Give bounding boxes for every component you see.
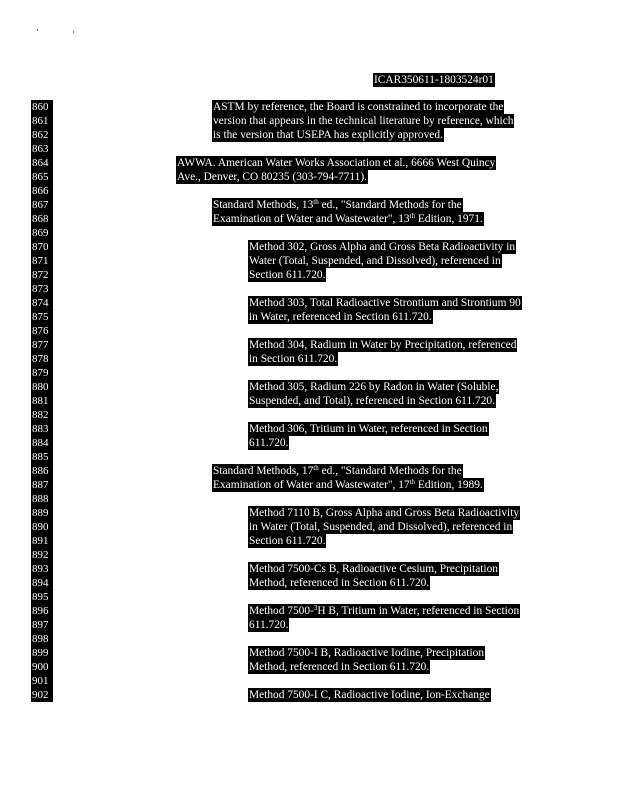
text-line: AWWA. American Water Works Association et al., 6666 West Quincy: [177, 157, 496, 169]
line-number: 901: [31, 674, 53, 688]
text-line: Method 302, Gross Alpha and Gross Beta Radioactivity in: [249, 241, 516, 253]
line-number: 861: [31, 114, 53, 128]
line-number: 891: [31, 534, 53, 548]
line-number: 890: [31, 520, 53, 534]
text-line: 611.720.: [249, 619, 289, 631]
text-line: ASTM by reference, the Board is constrained to incorporate the: [213, 101, 504, 113]
text-line: Water (Total, Suspended, and Dissolved), referenced in: [249, 255, 501, 267]
line-number: 892: [31, 548, 53, 562]
line-number: 885: [31, 450, 53, 464]
text-line: Section 611.720.: [249, 535, 326, 547]
line-number: 889: [31, 506, 53, 520]
line-number: 881: [31, 394, 53, 408]
text-line: Method 306, Tritium in Water, referenced in Section: [249, 423, 488, 435]
text-line: Method, referenced in Section 611.720.: [249, 577, 430, 589]
line-number: 862: [31, 128, 53, 142]
text-line: Method 7500-I C, Radioactive Iodine, Ion-Exchange: [249, 689, 490, 701]
line-number: 880: [31, 380, 53, 394]
text-line: Examination of Water and Wastewater", 13th Edition, 1971.: [213, 212, 483, 225]
text-line: Method 303, Total Radioactive Strontium and Strontium 90: [249, 297, 521, 309]
text-line: in Water, referenced in Section 611.720.: [249, 311, 432, 323]
line-number: 869: [31, 226, 53, 240]
line-number: 878: [31, 352, 53, 366]
document-header-code: ICAR350611-1803524r01: [374, 74, 494, 86]
text-line: Method 7500-Cs B, Radioactive Cesium, Precipitation: [249, 563, 498, 575]
text-line: Method, referenced in Section 611.720.: [249, 661, 430, 673]
text-line: in Water (Total, Suspended, and Dissolved), referenced in: [249, 521, 513, 533]
text-line: 611.720.: [249, 437, 289, 449]
line-number: 868: [31, 212, 53, 226]
scan-speck: [73, 31, 74, 33]
text-line: Method 7500-I B, Radioactive Iodine, Precipitation: [249, 647, 485, 659]
line-number: 900: [31, 660, 53, 674]
text-line: Standard Methods, 17th ed., "Standard Methods for the: [213, 464, 462, 477]
line-number: 898: [31, 632, 53, 646]
line-number: 872: [31, 268, 53, 282]
line-number: 864: [31, 156, 53, 170]
line-number: 896: [31, 604, 53, 618]
line-number: 888: [31, 492, 53, 506]
text-line: Section 611.720.: [249, 269, 326, 281]
line-number: 897: [31, 618, 53, 632]
text-line: Suspended, and Total), referenced in Section 611.720.: [249, 395, 495, 407]
scan-speck: [37, 29, 38, 31]
text-line: Examination of Water and Wastewater", 17th Edition, 1989.: [213, 478, 483, 491]
line-number: 877: [31, 338, 53, 352]
line-number: 886: [31, 464, 53, 478]
line-number: 879: [31, 366, 53, 380]
line-number: 882: [31, 408, 53, 422]
line-number: 893: [31, 562, 53, 576]
line-number: 860: [31, 100, 53, 114]
line-number: 871: [31, 254, 53, 268]
text-line: Method 7500-$^3$H B, Tritium in Water, referenced in Section: [249, 604, 520, 617]
line-number: 866: [31, 184, 53, 198]
line-number: 867: [31, 198, 53, 212]
line-number: 883: [31, 422, 53, 436]
text-line: version that appears in the technical literature by reference, which: [213, 115, 514, 127]
line-number: 895: [31, 590, 53, 604]
line-number: 863: [31, 142, 53, 156]
line-number: 899: [31, 646, 53, 660]
line-number: 876: [31, 324, 53, 338]
line-number: 887: [31, 478, 53, 492]
line-number: 902: [31, 688, 53, 702]
line-number: 894: [31, 576, 53, 590]
text-line: Method 304, Radium in Water by Precipitation, referenced: [249, 339, 517, 351]
text-line: in Section 611.720.: [249, 353, 338, 365]
line-number: 873: [31, 282, 53, 296]
text-line: Standard Methods, 13th ed., "Standard Methods for the: [213, 198, 462, 211]
text-line: is the version that USEPA has explicitly approved.: [213, 129, 443, 141]
line-number: 875: [31, 310, 53, 324]
text-line: Method 305, Radium 226 by Radon in Water (Soluble,: [249, 381, 499, 393]
text-line: Ave., Denver, CO 80235 (303-794-7711).: [177, 171, 367, 183]
line-number: 874: [31, 296, 53, 310]
line-number: 865: [31, 170, 53, 184]
line-number: 884: [31, 436, 53, 450]
line-number: 870: [31, 240, 53, 254]
text-line: Method 7110 B, Gross Alpha and Gross Beta Radioactivity: [249, 507, 520, 519]
